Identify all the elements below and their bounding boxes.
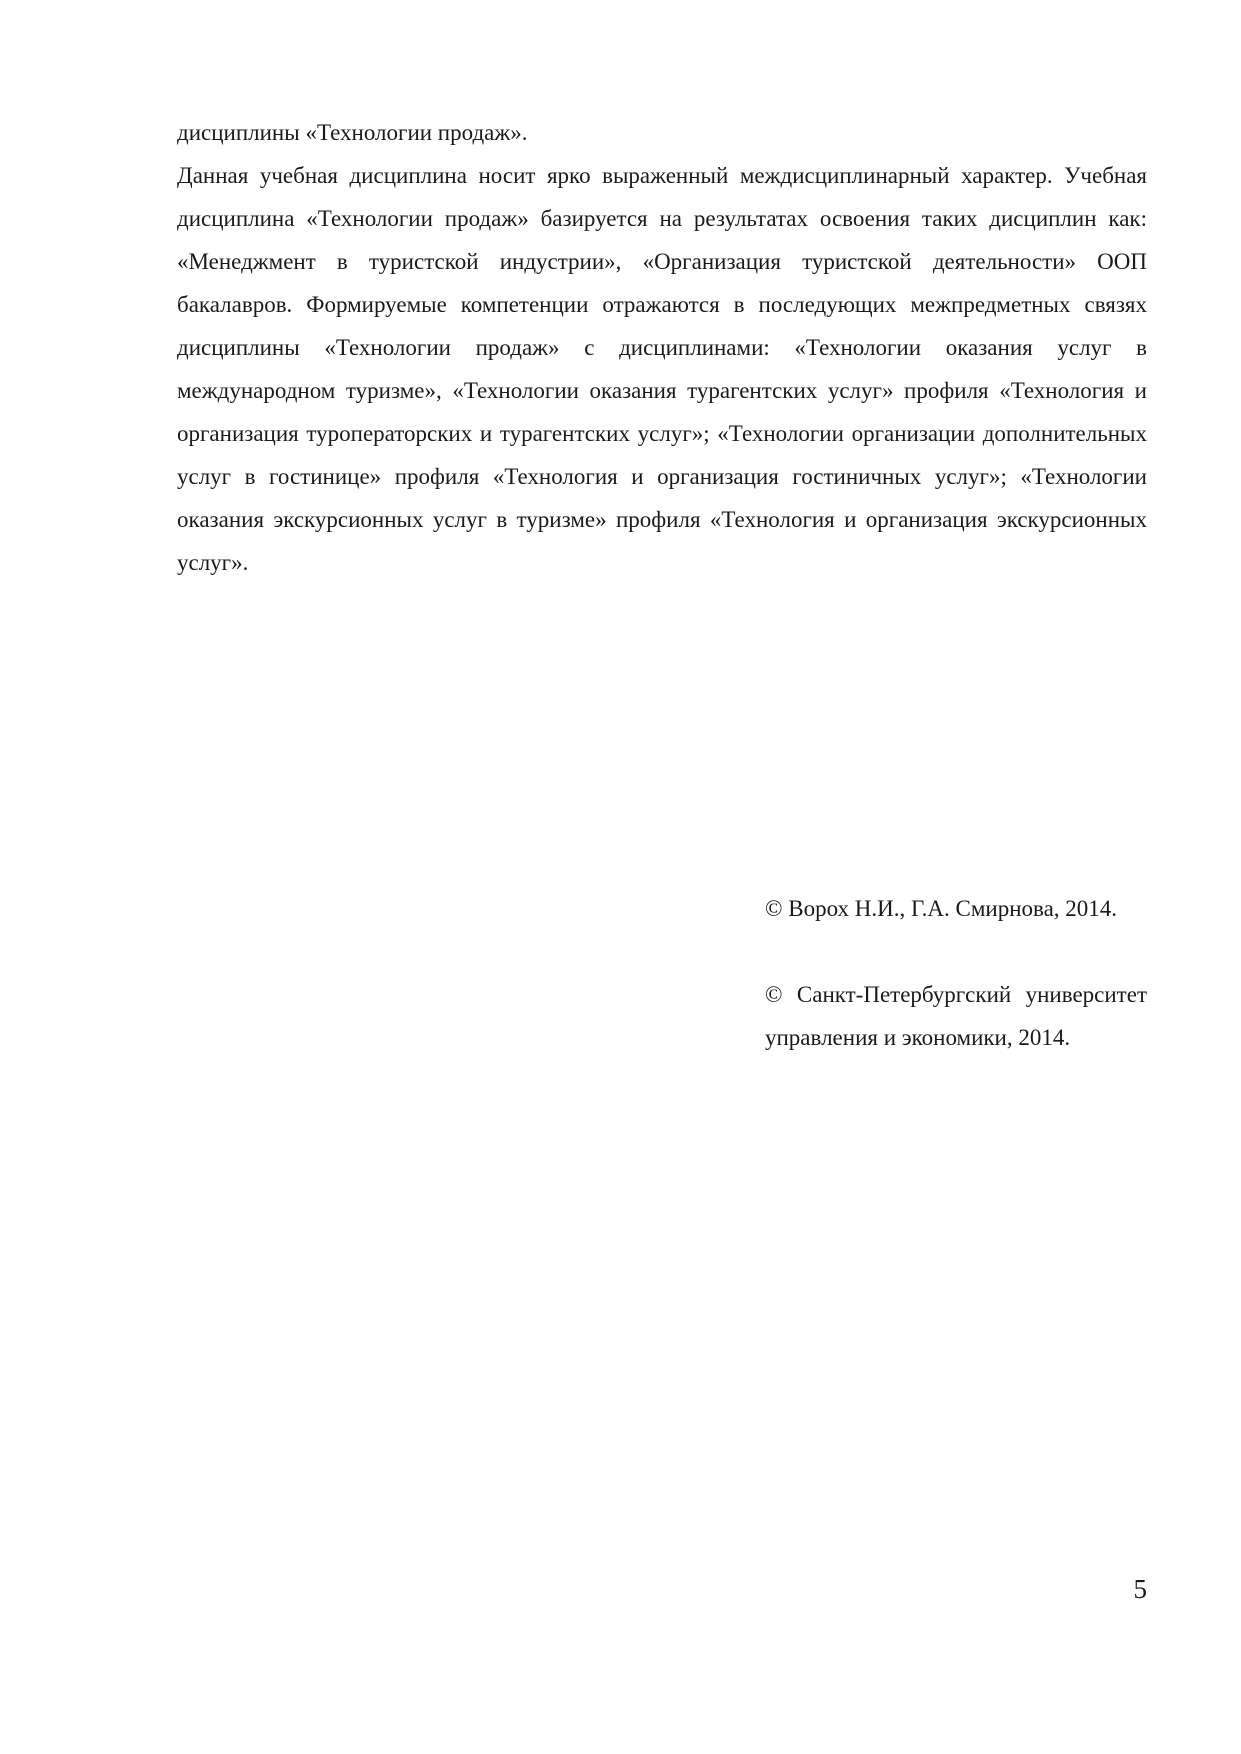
copyright-authors: © Ворох Н.И., Г.А. Смирнова, 2014. xyxy=(765,896,1118,921)
paragraph-intro-tail: дисциплины «Технологии продаж». xyxy=(177,120,528,145)
page-number: 5 xyxy=(1133,1574,1147,1604)
copyright-university: © Санкт-Петербургский университет управления и экономики, 2014. xyxy=(765,982,1147,1050)
paragraph-discipline-description: Данная учебная дисциплина носит ярко выраженный междисциплинарный характер. Учебная дисциплина «Технологии продаж» базируется на результатах освоения таких дисциплин как: «Менеджмент в туристской индустрии», «Организация туристской деятельности» ООП бакалавров. Формируемые компетенции отражаются в последующих межпредметных связях дисциплины «Технологии продаж» с дисциплинами: «Технологии оказания услуг в международном туризме», «Технологии оказания турагентских услуг» профиля «Технология и организация туроператорских и турагентских услуг»; «Технологии организации дополнительных услуг в гостинице» профиля «Технология и организация гостиничных услуг»; «Технологии оказания экскурсионных услуг в туризме» профиля «Технология и организация экскурсионных услуг». xyxy=(177,163,1147,575)
